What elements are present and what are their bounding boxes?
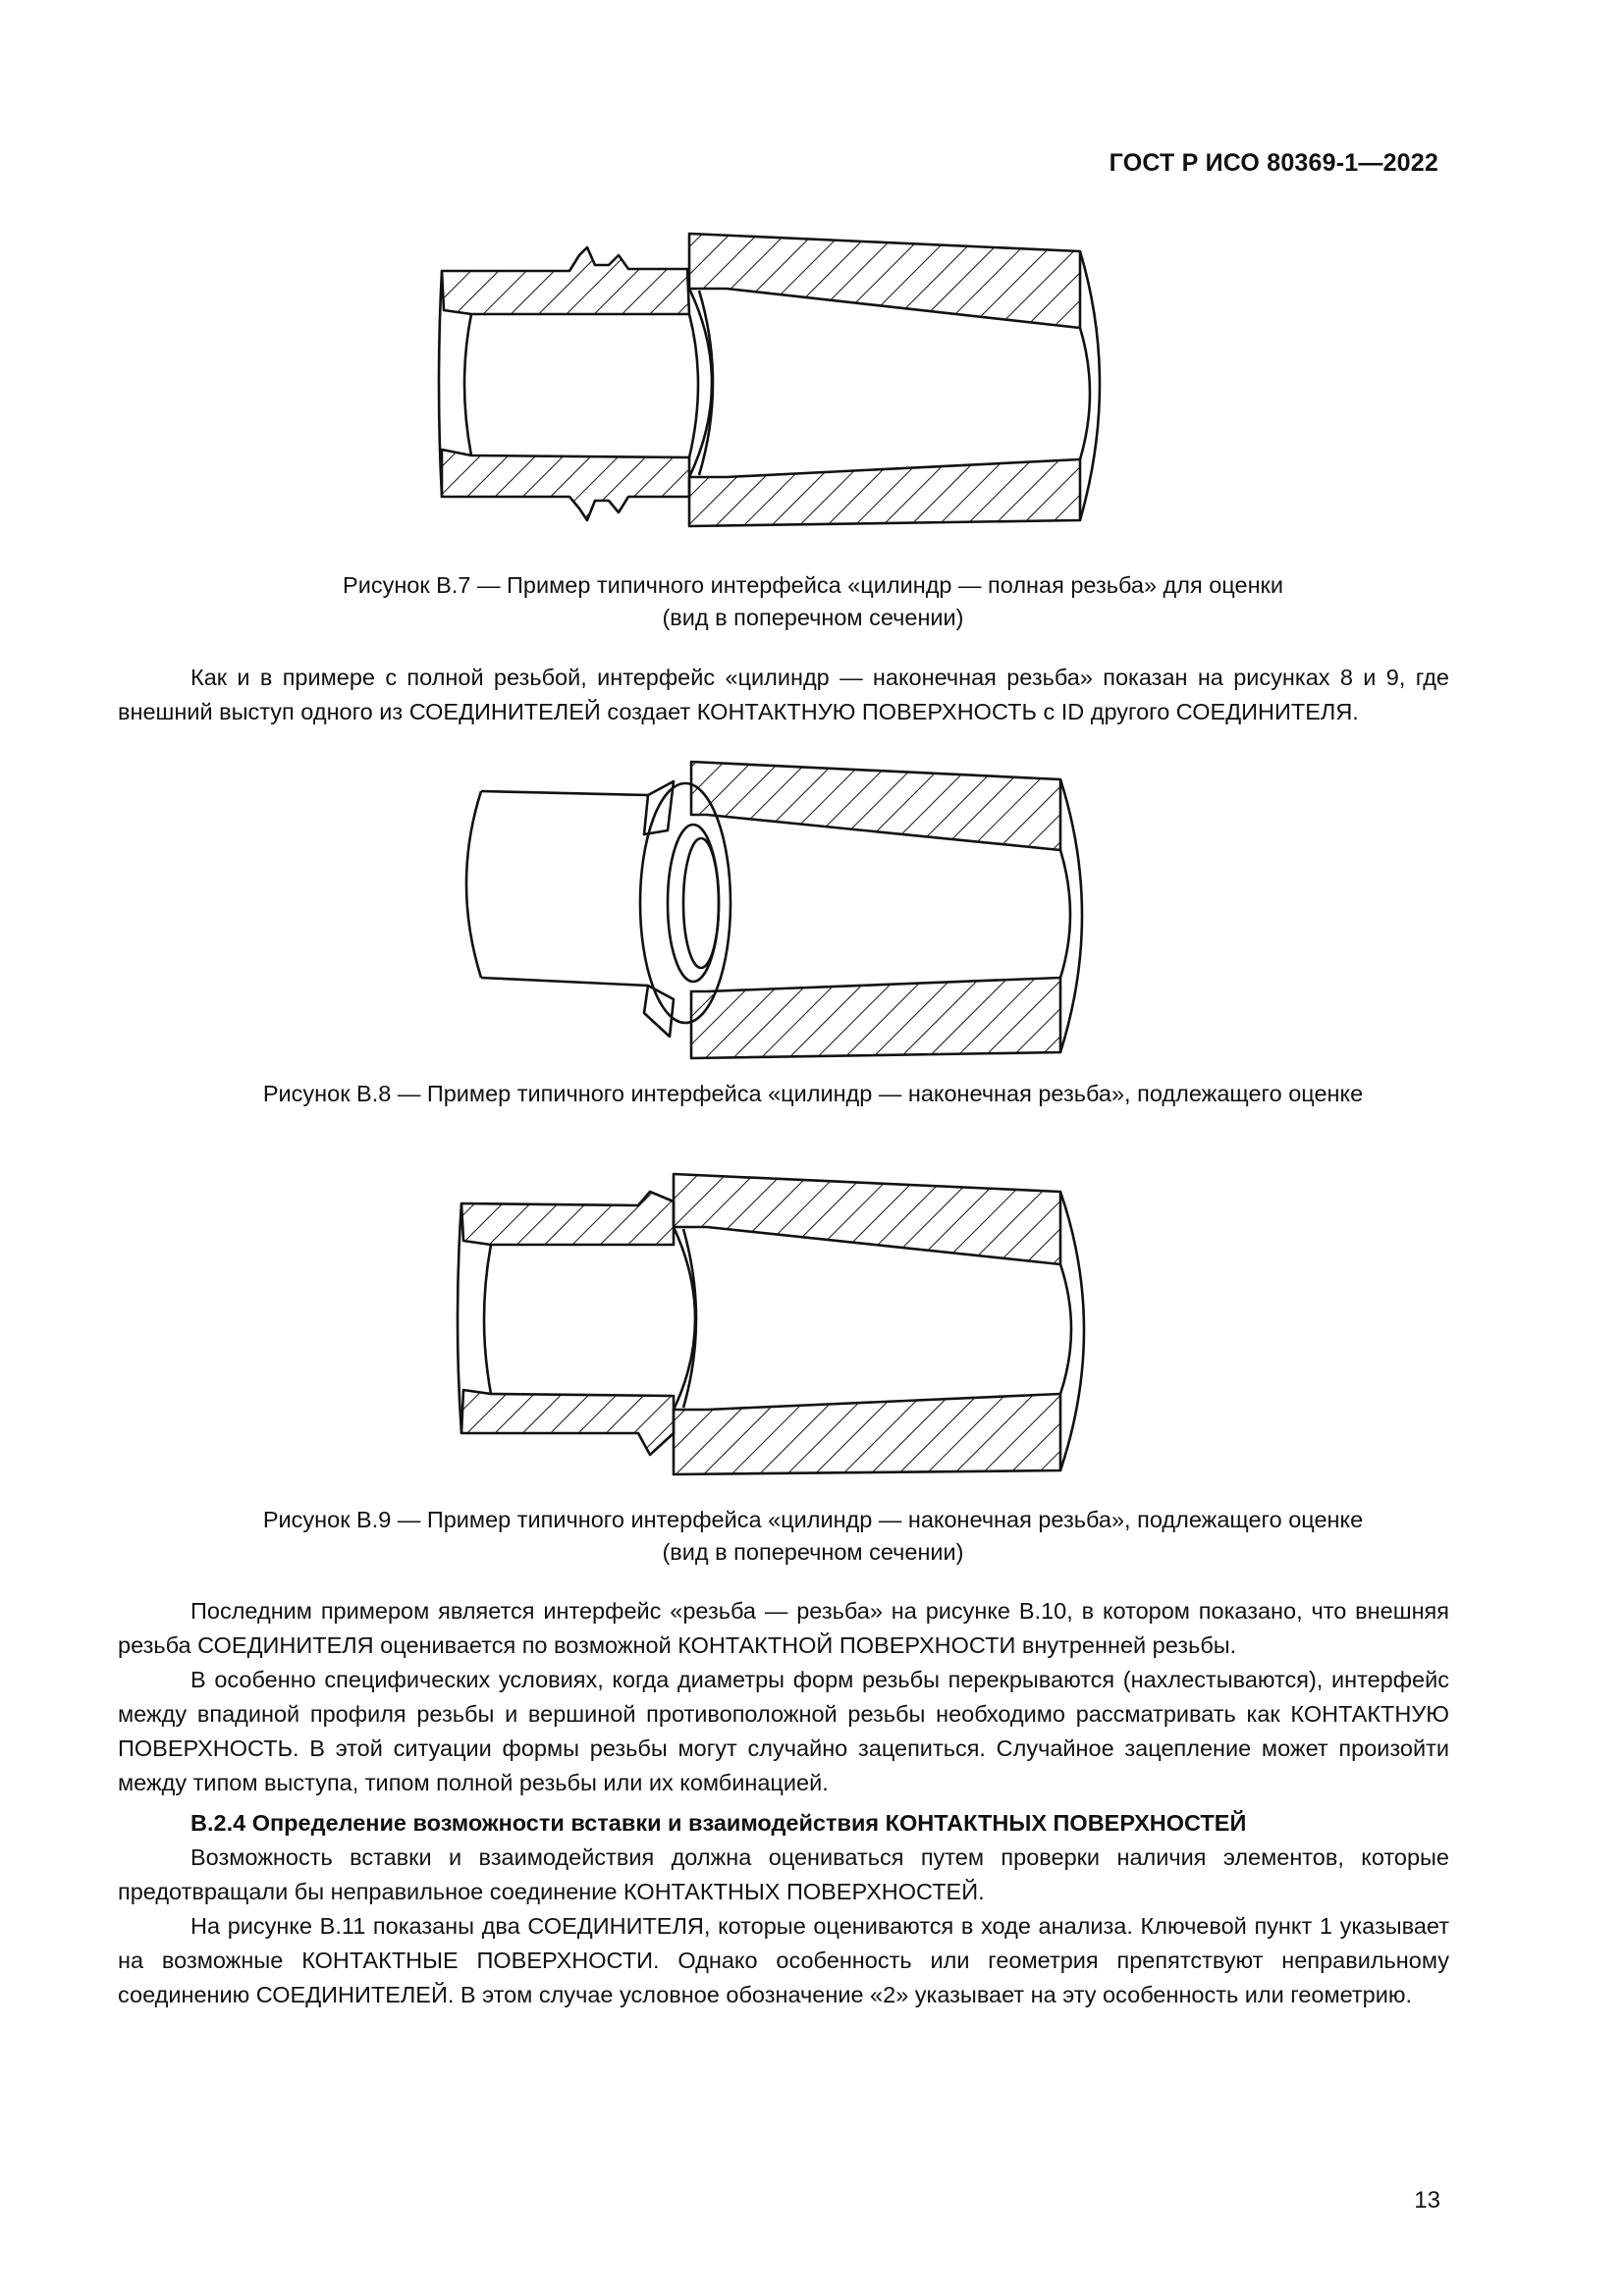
paragraph-text: Последним примером является интерфейс «резьба — резьба» на рисунке В.10, в котором показано, что внешняя резьба СОЕДИНИТЕЛЯ оценивается по возможной КОНТАКТНОЙ ПОВЕРХНОСТИ внутренней резьбы. [118,1598,1449,1658]
figure-b9-caption [118,1504,1508,1569]
figure-b9-caption-line1: Рисунок В.9 — Пример типичного интерфейса «цилиндр — наконечная резьба», подлежащего оценке [262,1507,1364,1532]
cylinder-full-thread-section-drawing [432,226,1139,530]
section-heading: В.2.4 Определение возможности вставки и взаимодействия КОНТАКТНЫХ ПОВЕРХНОСТЕЙ [190,1810,1247,1836]
paragraph-block-2 [118,1594,1449,2012]
figure-b7-caption-line2: (вид в поперечном сечении) [662,605,964,630]
figure-b7-caption [118,569,1508,634]
paragraph-block-1 [118,661,1449,729]
figure-b8-caption-line1: Рисунок В.8 — Пример типичного интерфейса «цилиндр — наконечная резьба», подлежащего оценке [262,1081,1364,1106]
page-number: 13 [1414,2187,1440,2214]
paragraph-text: Возможность вставки и взаимодействия должна оцениваться путем проверки наличия элементов, которые предотвращали бы неправильное соединение КОНТАКТНЫХ ПОВЕРХНОСТЕЙ. [118,1844,1449,1904]
paragraph-text: В особенно специфических условиях, когда диаметры форм резьбы перекрываются (нахлестываются), интерфейс между впадиной профиля резьбы и вершиной противоположной резьбы необходимо рассматривать как КОНТАКТНУЮ ПОВЕРХНОСТЬ. В этой ситуации формы резьбы могут случайно зацепиться. Случайное зацепление может произойти между типом выступа, типом полной резьбы или их комбинацией. [118,1667,1449,1795]
paragraph-text: На рисунке В.11 показаны два СОЕДИНИТЕЛЯ, которые оцениваются в ходе анализа. Ключевой пункт 1 указывает на возможные КОНТАКТНЫЕ ПОВЕРХНОСТИ. Однако особенность или геометрия препятствуют неправильному соединению СОЕДИНИТЕЛЕЙ. В этом случае условное обозначение «2» указывает на эту особенность или геометрию. [118,1913,1449,2007]
cylinder-tip-thread-section-drawing [432,1162,1139,1486]
cylinder-tip-thread-drawing [452,756,1119,1070]
paragraph-text: Как и в примере с полной резьбой, интерфейс «цилиндр — наконечная резьба» показан на рисунках 8 и 9, где внешний выступ одного из СОЕДИНИТЕЛЕЙ создает КОНТАКТНУЮ ПОВЕРХНОСТЬ с ID другого СОЕДИНИТЕЛЯ. [118,665,1449,724]
figure-b8-caption [118,1078,1508,1110]
figure-b9-caption-line2: (вид в поперечном сечении) [662,1539,964,1565]
figure-b9-drawing [432,1162,1139,1486]
standard-code-header: ГОСТ Р ИСО 80369-1—2022 [1109,149,1438,177]
figure-b7-caption-line1: Рисунок В.7 — Пример типичного интерфейса «цилиндр — полная резьба» для оценки [343,572,1283,598]
figure-b8-drawing [452,756,1119,1070]
figure-b7-drawing [432,226,1139,530]
